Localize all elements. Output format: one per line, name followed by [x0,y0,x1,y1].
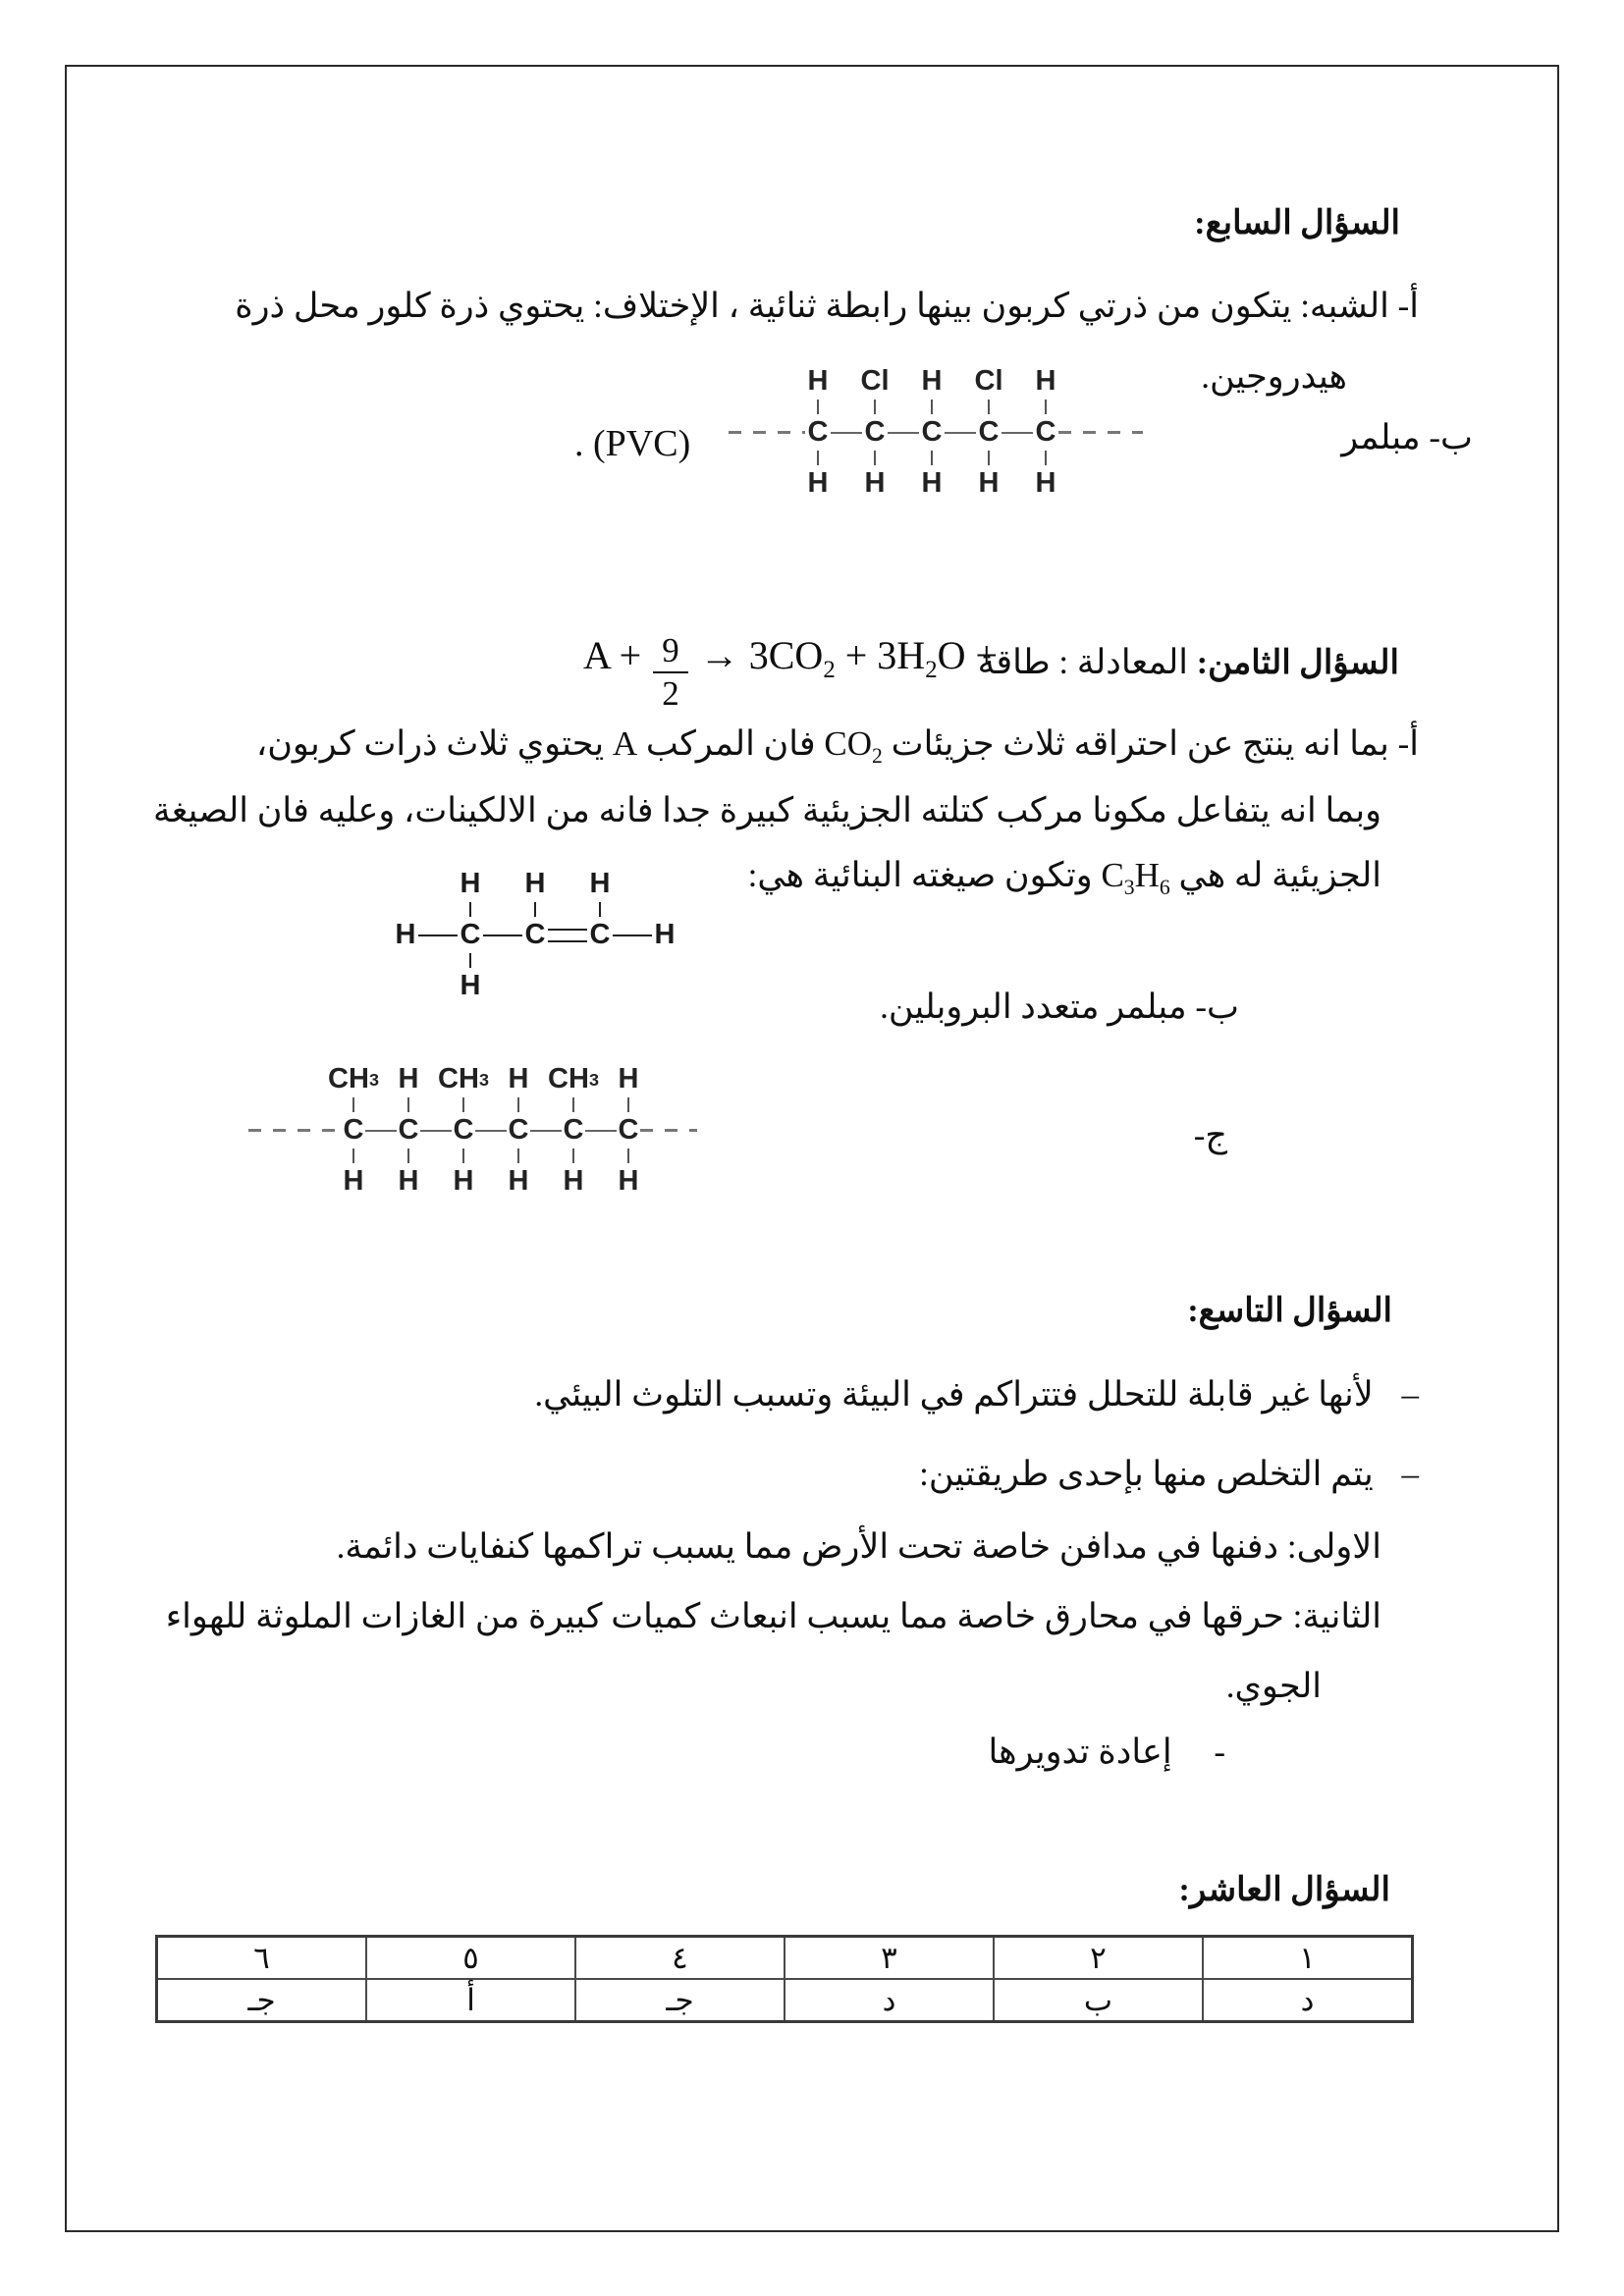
q8-header: السؤال الثامن: [1196,645,1399,681]
pp-top-labels [248,1063,697,1095]
propene-top-bonds [393,900,677,919]
atom-label: C [978,416,1000,448]
atom-label: Cl [860,365,890,397]
atom-label: H [1035,467,1056,499]
methyl-label: CH 3 [548,1063,599,1095]
q10-header: السؤال العاشر: [1178,1872,1390,1908]
atom-label: C [921,416,943,448]
question-number-cell: ٤ [575,1937,785,1980]
atom-label: H [589,868,611,899]
atom-label: Cl [974,365,1003,397]
atom-label: C [589,919,611,950]
atom-label: C [563,1114,584,1146]
q8-equation [583,632,998,713]
propene-structure [393,868,677,1002]
atom-label: H [460,868,481,899]
atom-label: C [508,1114,529,1146]
atom-label: H [460,970,481,1001]
atom-label: H [1035,365,1056,397]
dash-bullet: – [1401,1375,1419,1414]
double-bond [548,929,587,942]
atom-label: C [1035,416,1056,448]
atom-label: C [864,416,886,448]
q9-bullet-3: - إعادة تدويرها [988,1733,1225,1771]
pp-top-bonds [248,1095,697,1114]
atom-label: H [563,1165,584,1197]
propene-chain [393,919,677,951]
answer-cell: د [1203,1979,1413,2022]
question-number-cell: ٣ [785,1937,994,1980]
q8-answer-a-line1: أ- بما انه ينتج عن احتراقه ثلاث جزيئات $CO_2$ فان المركب A يحتوي ثلاث ذرات كربون، [255,724,1419,768]
pvc-bottom-bonds [729,449,1143,467]
atom-label: C [807,416,829,448]
fraction-denominator: 2 [662,673,679,713]
q8-header-line [978,638,1399,688]
q8-header-rest: المعادلة : طاقة [977,643,1189,681]
q9-method-2-cont: الجوي. [1225,1667,1322,1705]
atom-label: H [395,919,416,950]
polypropylene-structure [248,1063,697,1198]
answer-cell: جـ [157,1979,367,2022]
atom-label: H [921,365,943,397]
atom-label: H [508,1063,529,1095]
atom-label: H [654,919,676,950]
co2-formula: $CO_2$ [824,724,883,768]
q8-item-b: ب- مبلمر متعدد البروبلين. [880,988,1239,1026]
c3h6-formula: $C_3H_6$ [1101,856,1170,899]
reaction-arrow: → [699,633,737,677]
pp-bottom-labels [248,1165,697,1198]
dash-bullet: - [1214,1733,1225,1771]
atom-label: H [618,1063,639,1095]
atom-label: C [398,1114,419,1146]
h2o-term: + 3H [844,633,926,677]
atom-label: H [807,365,829,397]
atom-label: H [343,1165,364,1197]
atom-label: H [807,467,829,499]
equation-lhs: A + [583,633,642,677]
fraction-numerator: 9 [653,632,688,673]
answer-cell: د [785,1979,994,2022]
pvc-top-bonds [729,398,1143,416]
question-number-cell: ٥ [366,1937,575,1980]
q8-answer-a-line2: وبما انه يتفاعل مكونا مركب كتلته الجزيئية كبيرة جدا فانه من الالكينات، وعليه فان الصيغة [153,791,1381,829]
pvc-structure [729,365,1143,500]
q9-method-2: الثانية: حرقها في محارق خاصة مما يسبب انبعاث كميات كبيرة من الغازات الملوثة للهواء [165,1597,1381,1635]
answer-cell: جـ [575,1979,785,2022]
atom-label: C [453,1114,474,1146]
atom-label: C [460,919,481,950]
q9-header: السؤال التاسع: [1187,1293,1392,1329]
question-number-cell: ٦ [157,1937,367,1980]
propene-top-labels [393,868,677,900]
pp-chain [248,1114,697,1147]
atom-label: H [864,467,886,499]
pvc-top-labels [729,365,1143,398]
methyl-label: CH 3 [438,1063,489,1095]
atom-label: H [524,868,546,899]
answers-table [155,1935,1414,2023]
atom-label: C [618,1114,639,1146]
pvc-bottom-labels [729,467,1143,500]
q9-method-1: الاولى: دفنها في مدافن خاصة تحت الأرض مما يسبب تراكمها كنفايات دائمة. [336,1527,1381,1566]
methyl-label: CH 3 [328,1063,379,1095]
pvc-chain [729,416,1143,449]
q8-item-c: ج- [1193,1116,1227,1154]
table-row-numbers [157,1937,1413,1980]
answer-cell: أ [366,1979,575,2022]
q7-answer-a-cont: هيدروجين. [1201,357,1347,396]
q8-answer-a-line3: الجزيئية له هي $C_3H_6$ وتكون صيغته البنائية هي: [747,856,1381,899]
atom-label: H [508,1165,529,1197]
atom-label: C [343,1114,364,1146]
atom-label: C [524,919,546,950]
question-number-cell: ٢ [994,1937,1203,1980]
q7-header: السؤال السابع: [1194,205,1400,241]
q9-bullet-1: – لأنها غير قابلة للتحلل فتتراكم في البيئة وتسبب التلوث البيئي. [534,1375,1419,1414]
q7-item-b: ب- مبلمر [1341,418,1473,456]
answer-cell: ب [994,1979,1203,2022]
pp-bottom-bonds [248,1147,697,1165]
table-row-answers [157,1979,1413,2022]
atom-label: H [921,467,943,499]
atom-label: H [398,1165,419,1197]
propene-bottom-bond [393,951,677,970]
pvc-caption: . (PVC) [574,423,691,464]
q7-answer-a: أ- الشبه: يتكون من ذرتي كربون بينها رابطة ثنائية ، الإختلاف: يحتوي ذرة كلور محل ذرة [235,287,1419,325]
atom-label: H [453,1165,474,1197]
q9-bullet-2: – يتم التخلص منها بإحدى طريقتين: [919,1455,1419,1493]
dash-bullet: – [1401,1455,1419,1493]
propene-bottom-label [393,970,677,1002]
atom-label: H [618,1165,639,1197]
atom-label: H [978,467,1000,499]
co2-term: 3CO [748,633,824,677]
equation-products: $3CO_2 + 3H_2O$ + [748,633,999,683]
fraction-nine-halves [653,632,688,713]
question-number-cell: ١ [1203,1937,1413,1980]
atom-label: H [398,1063,419,1095]
